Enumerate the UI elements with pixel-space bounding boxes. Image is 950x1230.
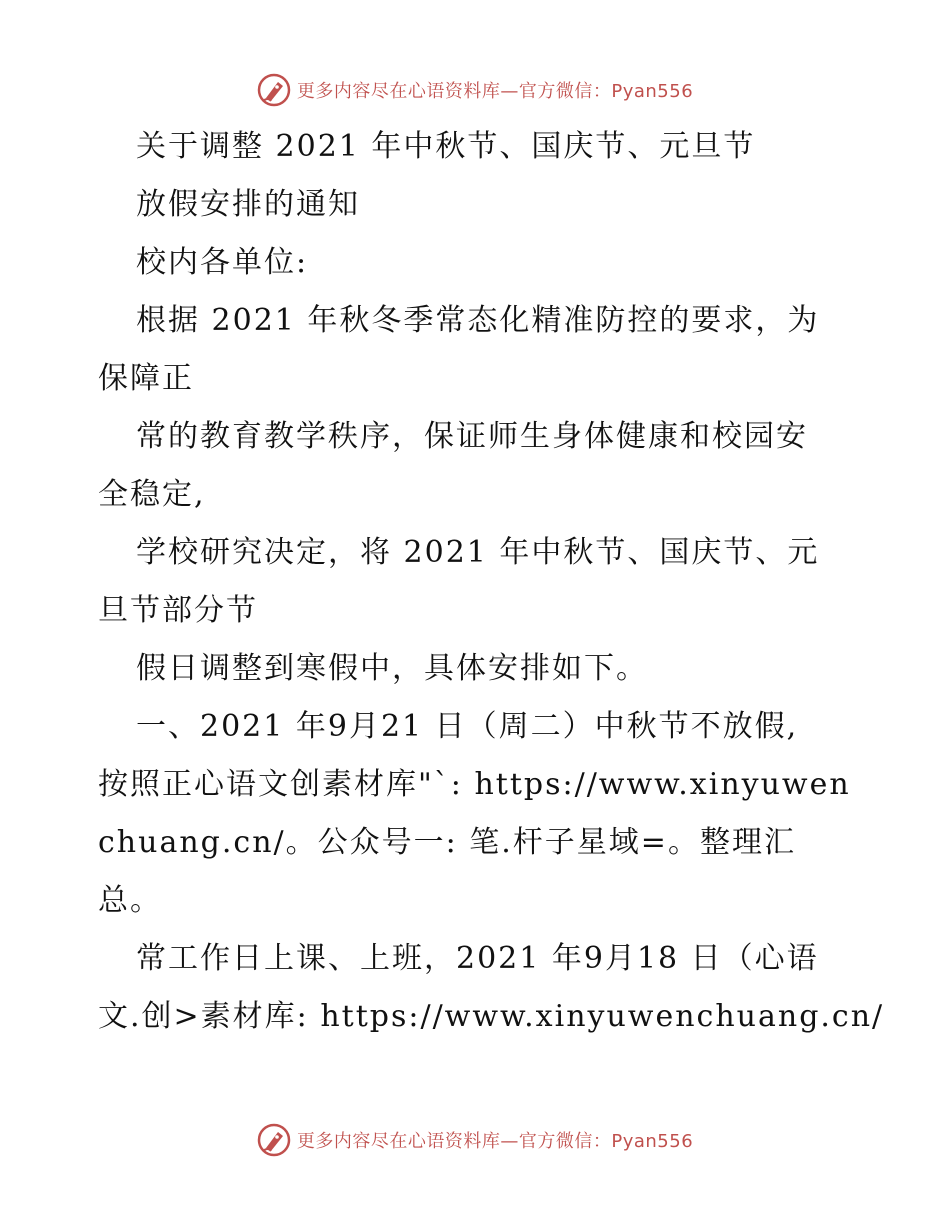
- paragraph-line: 根据 2021 年秋冬季常态化精准防控的要求，为: [136, 303, 820, 338]
- paragraph-line: 保障正: [98, 361, 194, 396]
- document-title-line-1: 关于调整 2021 年中秋节、国庆节、元旦节: [136, 129, 756, 164]
- salutation: 校内各单位:: [136, 245, 309, 280]
- banner-text: 更多内容尽在心语资料库—官方微信：Pyan556: [296, 81, 694, 102]
- paragraph-line: 一、2021 年9月21 日（周二）中秋节不放假,: [136, 709, 799, 744]
- footer-banner: [0, 1120, 950, 1160]
- paragraph-line: 常工作日上课、上班，2021 年9月18 日（心语: [136, 941, 819, 976]
- paragraph-line: 常的教育教学秩序，保证师生身体健康和校园安: [136, 419, 808, 454]
- pen-nib-icon: [257, 1123, 291, 1157]
- wechat-account: Pyan556: [611, 81, 694, 102]
- header-banner: [0, 70, 950, 110]
- document-body: [98, 118, 885, 1046]
- paragraph-line: 总。: [98, 883, 162, 918]
- paragraph-line: 按照正心语文创素材库"`: https://www.xinyuwen: [98, 767, 851, 802]
- paragraph-line: 假日调整到寒假中，具体安排如下。: [136, 651, 648, 686]
- wechat-account: Pyan556: [611, 1131, 694, 1152]
- paragraph-line: chuang.cn/。公众号一: 笔.杆子星域=。整理汇: [98, 825, 796, 860]
- pen-nib-icon: [257, 73, 291, 107]
- paragraph-line: 旦节部分节: [98, 593, 258, 628]
- banner-text: 更多内容尽在心语资料库—官方微信：Pyan556: [296, 1131, 694, 1152]
- paragraph-line: 文.创>素材库: https://www.xinyuwenchuang.cn/: [98, 999, 885, 1034]
- document-title-line-2: 放假安排的通知: [136, 187, 360, 222]
- paragraph-line: 学校研究决定，将 2021 年中秋节、国庆节、元: [136, 535, 820, 570]
- paragraph-line: 全稳定,: [98, 477, 206, 512]
